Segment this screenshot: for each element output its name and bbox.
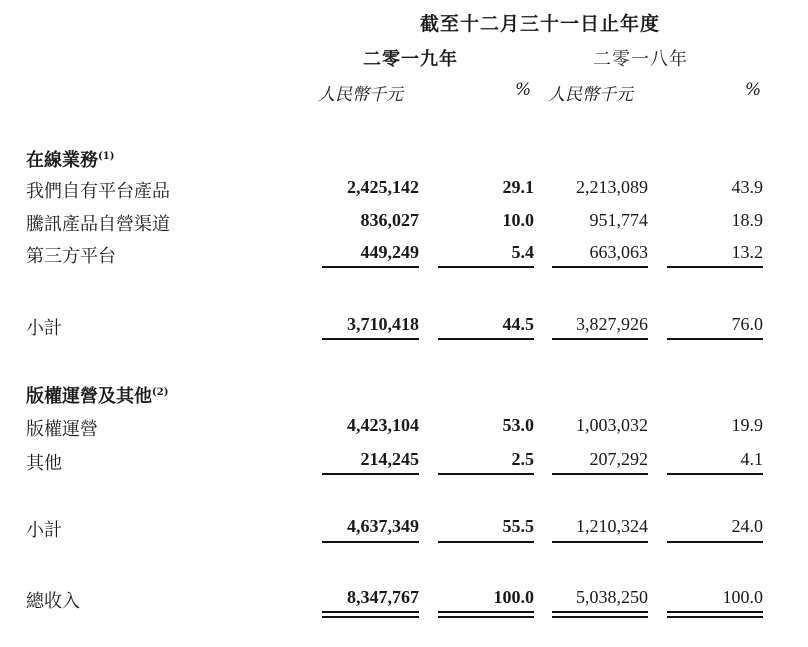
year-2018-header: 二零一八年 bbox=[593, 49, 688, 70]
section-title-copyright bbox=[26, 382, 168, 408]
rule bbox=[438, 541, 534, 543]
double-rule bbox=[667, 616, 763, 618]
subtotal-2019-amount: 4,637,349 bbox=[347, 516, 419, 536]
rule bbox=[667, 473, 763, 475]
cell-2019-pct: 2.5 bbox=[511, 449, 534, 469]
double-rule bbox=[667, 611, 763, 613]
cell-2019-amount: 836,027 bbox=[360, 210, 419, 230]
double-rule bbox=[438, 616, 534, 618]
subtotal-2018-pct: 76.0 bbox=[731, 314, 763, 334]
cell-2018-pct: 4.1 bbox=[740, 449, 763, 469]
rule bbox=[322, 266, 419, 268]
rule bbox=[322, 473, 419, 475]
subtotal-2018-pct: 24.0 bbox=[731, 516, 763, 536]
row-label: 騰訊產品自營渠道 bbox=[26, 214, 170, 235]
cell-2019-amount: 449,249 bbox=[360, 242, 419, 262]
subtotal-2019-pct: 55.5 bbox=[502, 516, 534, 536]
row-label: 第三方平台 bbox=[26, 246, 116, 267]
cell-2019-amount: 2,425,142 bbox=[347, 177, 419, 197]
subtotal-label: 小計 bbox=[26, 520, 62, 541]
rule bbox=[667, 266, 763, 268]
double-rule bbox=[322, 616, 419, 618]
unit-2018-header: 人民幣千元 bbox=[548, 85, 633, 105]
total-label: 總收入 bbox=[26, 591, 80, 612]
rule bbox=[552, 541, 648, 543]
rule bbox=[667, 338, 763, 340]
rule bbox=[438, 266, 534, 268]
rule bbox=[552, 473, 648, 475]
cell-2018-amount: 2,213,089 bbox=[576, 177, 648, 197]
total-2018-pct: 100.0 bbox=[722, 587, 763, 607]
rule bbox=[438, 338, 534, 340]
total-2019-amount: 8,347,767 bbox=[347, 587, 419, 607]
pct-2019-header: % bbox=[515, 80, 532, 100]
cell-2018-pct: 19.9 bbox=[731, 415, 763, 435]
cell-2019-pct: 5.4 bbox=[511, 242, 534, 262]
section-title-online-text: 在線業務 bbox=[26, 150, 98, 171]
subtotal-2018-amount: 3,827,926 bbox=[576, 314, 648, 334]
cell-2019-amount: 214,245 bbox=[360, 449, 419, 469]
rule bbox=[552, 338, 648, 340]
row-label: 其他 bbox=[26, 453, 62, 474]
double-rule bbox=[552, 611, 648, 613]
period-header: 截至十二月三十一日止年度 bbox=[420, 13, 661, 35]
section-title-online bbox=[26, 146, 114, 172]
cell-2019-pct: 29.1 bbox=[502, 177, 534, 197]
cell-2018-amount: 951,774 bbox=[589, 210, 648, 230]
rule bbox=[438, 473, 534, 475]
cell-2018-amount: 1,003,032 bbox=[576, 415, 648, 435]
double-rule bbox=[552, 616, 648, 618]
cell-2018-amount: 663,063 bbox=[589, 242, 648, 262]
unit-2019-header: 人民幣千元 bbox=[318, 85, 403, 105]
footnote-marker: (1) bbox=[98, 151, 115, 162]
rule bbox=[322, 541, 419, 543]
year-2019-header: 二零一九年 bbox=[363, 49, 458, 70]
subtotal-2018-amount: 1,210,324 bbox=[576, 516, 648, 536]
subtotal-2019-amount: 3,710,418 bbox=[347, 314, 419, 334]
cell-2018-pct: 13.2 bbox=[731, 242, 763, 262]
cell-2018-pct: 43.9 bbox=[731, 177, 763, 197]
section-title-copyright-text: 版權運營及其他 bbox=[26, 386, 152, 407]
row-label: 版權運營 bbox=[26, 419, 98, 440]
cell-2018-amount: 207,292 bbox=[589, 449, 648, 469]
cell-2019-amount: 4,423,104 bbox=[347, 415, 419, 435]
rule bbox=[322, 338, 419, 340]
footnote-marker: (2) bbox=[152, 387, 169, 398]
double-rule bbox=[322, 611, 419, 613]
row-label: 我們自有平台產品 bbox=[26, 181, 170, 202]
double-rule bbox=[438, 611, 534, 613]
subtotal-2019-pct: 44.5 bbox=[502, 314, 534, 334]
rule bbox=[667, 541, 763, 543]
cell-2019-pct: 10.0 bbox=[502, 210, 534, 230]
pct-2018-header: % bbox=[745, 80, 762, 100]
cell-2019-pct: 53.0 bbox=[502, 415, 534, 435]
total-2019-pct: 100.0 bbox=[493, 587, 534, 607]
cell-2018-pct: 18.9 bbox=[731, 210, 763, 230]
rule bbox=[552, 266, 648, 268]
subtotal-label: 小計 bbox=[26, 318, 62, 339]
total-2018-amount: 5,038,250 bbox=[576, 587, 648, 607]
